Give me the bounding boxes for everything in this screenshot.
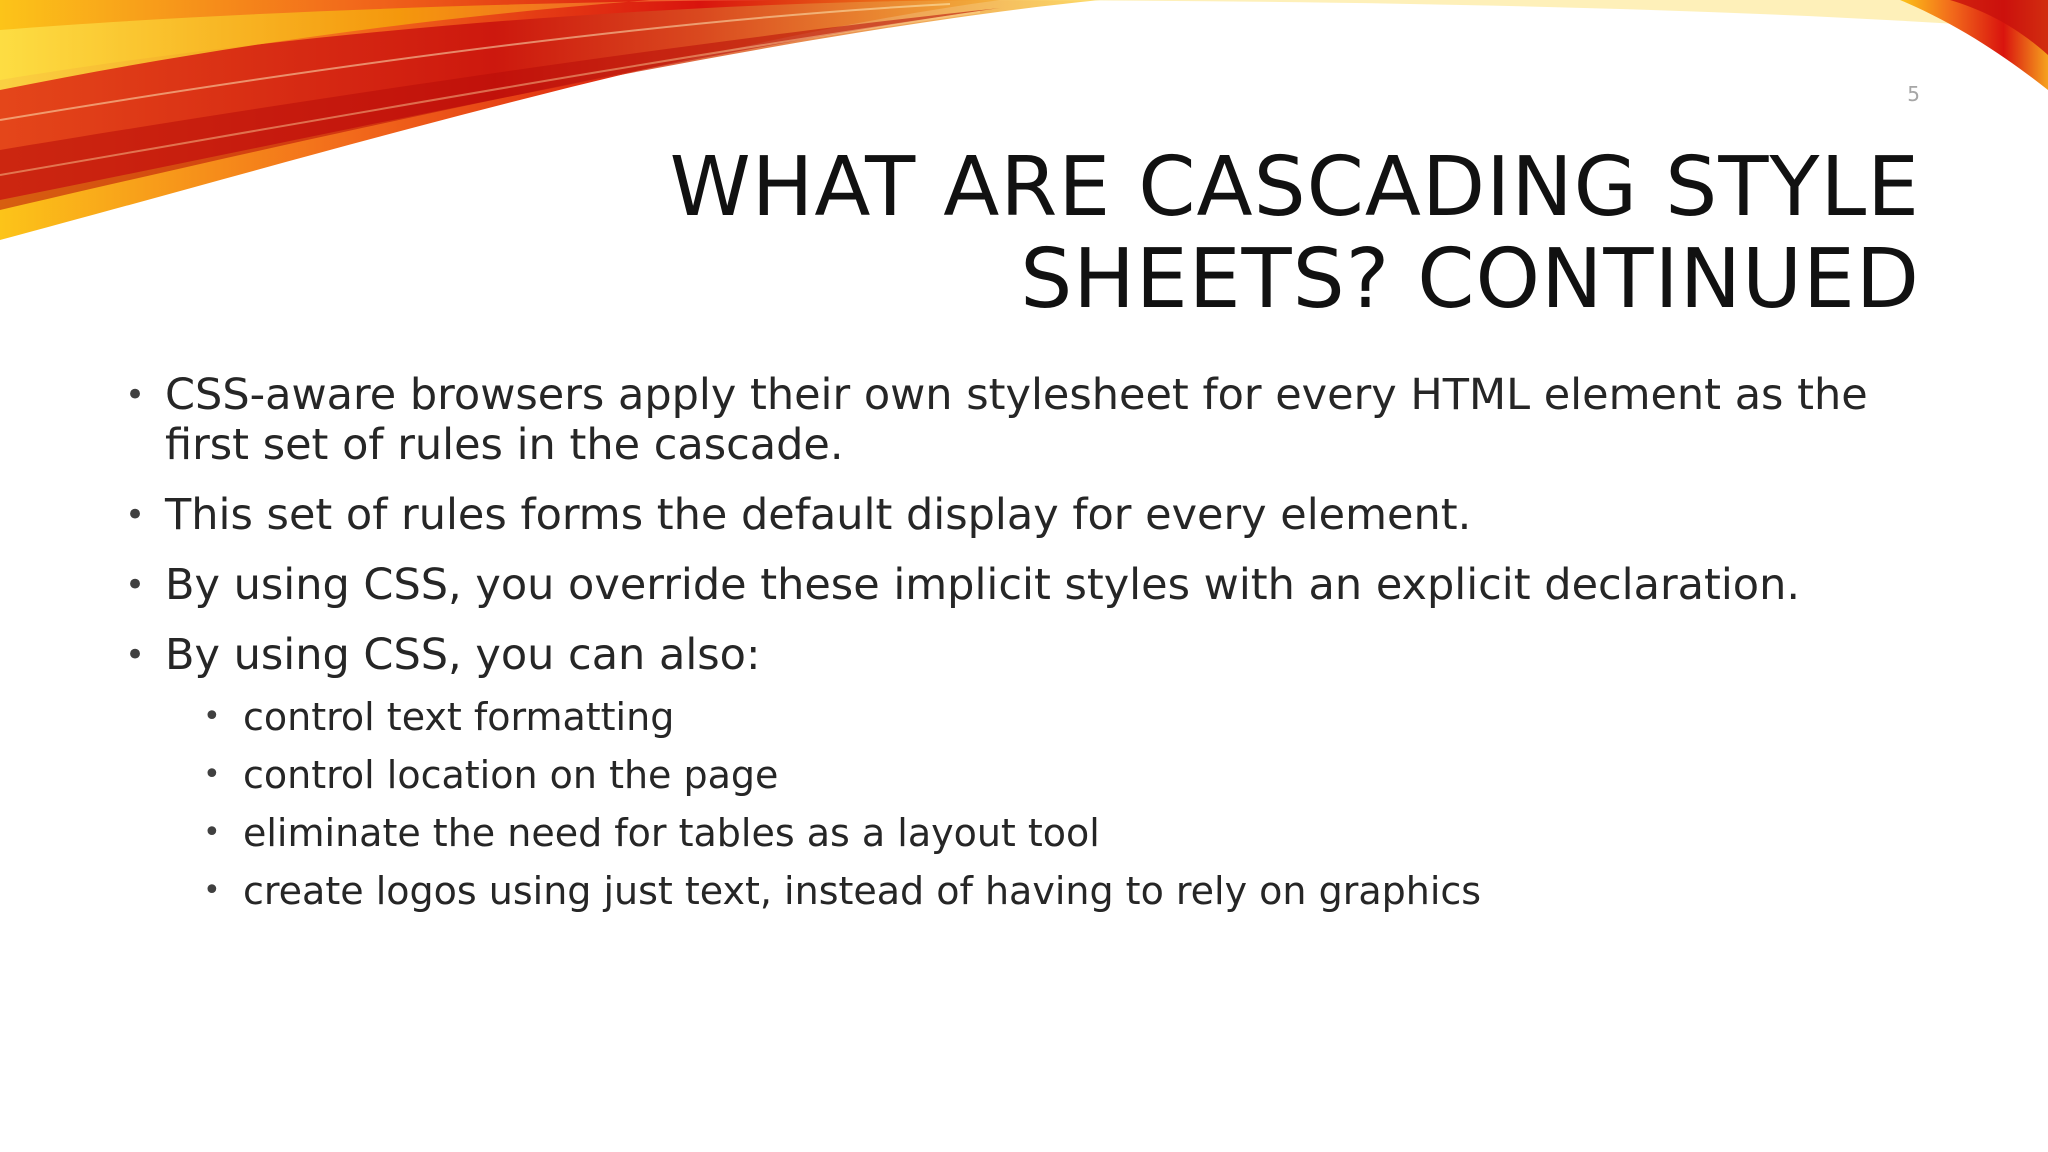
bullet-item: • By using CSS, you can also: [125,630,1925,680]
bullet-item: • This set of rules forms the default display for every element. [125,490,1925,540]
sub-bullet-item: • control location on the page [203,746,1925,804]
sub-bullet-item: • control text formatting [203,688,1925,746]
sub-bullet-item: • eliminate the need for tables as a layout tool [203,804,1925,862]
bullet-item: • CSS-aware browsers apply their own stylesheet for every HTML element as the first set of rules in the cascade. [125,370,1925,470]
slide-title [520,142,1920,326]
slide-number: 5 [1907,82,1920,106]
slide-title-line-2: SHEETS? CONTINUED [1020,232,1920,327]
sub-bullet-list [125,688,1925,920]
bullet-list [125,370,1925,920]
sub-bullet-item: • create logos using just text, instead of having to rely on graphics [203,862,1925,920]
bullet-item: • By using CSS, you override these implicit styles with an explicit declaration. [125,560,1925,610]
slide-title-line-1: WHAT ARE CASCADING STYLE [669,140,1920,235]
